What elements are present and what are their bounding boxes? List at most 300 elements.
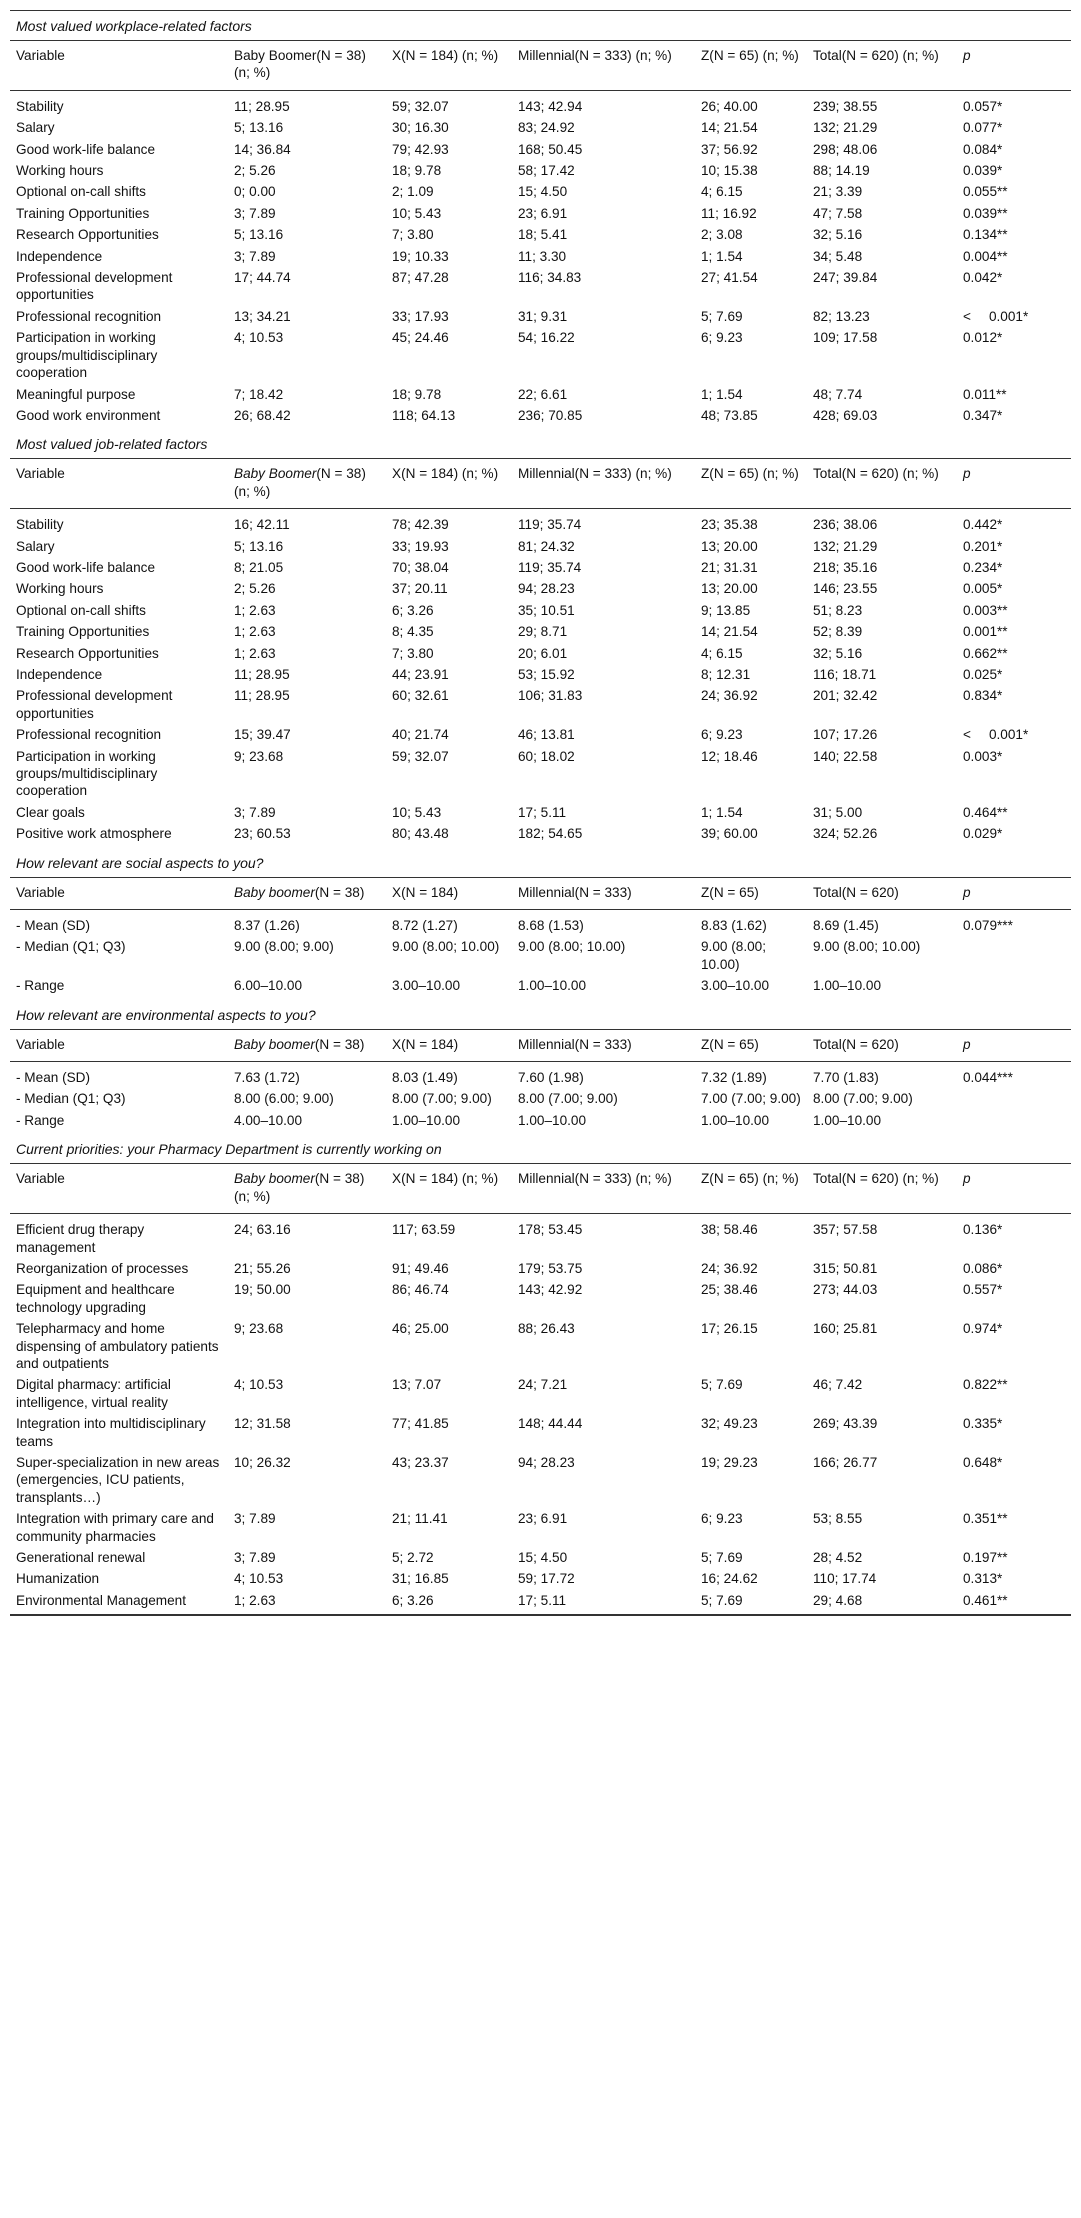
table-row (10, 557, 1071, 578)
cell-variable: Professional development opportunities (16, 270, 173, 303)
cell-baby-boomer: 1; 2.63 (234, 1592, 276, 1608)
cell-millennial: 31; 9.31 (518, 308, 568, 324)
cell-variable: Meaningful purpose (16, 386, 136, 402)
cell-total: 46; 7.42 (813, 1377, 863, 1393)
cell-gen-x: 19; 10.33 (392, 248, 449, 264)
table-row (10, 724, 1071, 745)
header-variable: Variable (16, 466, 65, 482)
cell-variable: Digital pharmacy: artificial intelligence, virtual reality (16, 1377, 171, 1410)
header-baby-boomer: Baby Boomer(N = 38) (n; %) (234, 466, 366, 499)
cell-total: 82; 13.23 (813, 308, 870, 324)
cell-gen-x: 3.00–10.00 (392, 978, 461, 994)
cell-baby-boomer: 1; 2.63 (234, 624, 276, 640)
table-row (10, 1568, 1071, 1589)
cell-p-value: 0.974* (963, 1321, 1003, 1337)
cell-gen-x: 10; 5.43 (392, 205, 442, 221)
cell-millennial: 7.60 (1.98) (518, 1070, 584, 1086)
header-total: Total(N = 620) (813, 1036, 899, 1052)
header-gen-x: X(N = 184) (392, 884, 459, 900)
cell-p-value: 0.086* (963, 1260, 1003, 1276)
cell-total: 239; 38.55 (813, 98, 878, 114)
cell-variable: Super-specialization in new areas (emergencies, ICU patients, transplants…) (16, 1454, 220, 1505)
header-gen-z: Z(N = 65) (n; %) (701, 1171, 799, 1187)
cell-variable: - Median (Q1; Q3) (16, 939, 126, 955)
cell-baby-boomer: 5; 13.16 (234, 538, 284, 554)
cell-gen-x: 77; 41.85 (392, 1416, 449, 1432)
cell-millennial: 179; 53.75 (518, 1260, 583, 1276)
cell-millennial: 119; 35.74 (518, 517, 582, 533)
cell-variable: Independence (16, 666, 103, 682)
cell-p-value: 0.335* (963, 1416, 1003, 1432)
cell-baby-boomer: 15; 39.47 (234, 727, 291, 743)
table-row (10, 91, 1071, 117)
cell-p-value (957, 1088, 1071, 1109)
cell-total: 428; 69.03 (813, 407, 878, 423)
cell-p-value (957, 936, 1071, 975)
cell-total: 1.00–10.00 (813, 1112, 882, 1128)
cell-total: 116; 18.71 (813, 666, 877, 682)
cell-baby-boomer: 6.00–10.00 (234, 978, 303, 994)
cell-gen-x: 87; 47.28 (392, 270, 449, 286)
cell-variable: Salary (16, 120, 55, 136)
cell-millennial: 17; 5.11 (518, 804, 567, 820)
header-p-value: p (963, 1171, 971, 1187)
header-millennial: Millennial(N = 333) (518, 1036, 632, 1052)
cell-baby-boomer: 3; 7.89 (234, 1511, 276, 1527)
cell-gen-x: 40; 21.74 (392, 727, 449, 743)
cell-p-value: 0.834* (963, 688, 1003, 704)
cell-baby-boomer: 24; 63.16 (234, 1222, 291, 1238)
cell-total: 28; 4.52 (813, 1550, 863, 1565)
header-row (10, 1164, 1071, 1214)
cell-variable: Equipment and healthcare technology upgrading (16, 1282, 175, 1315)
cell-millennial: 22; 6.61 (518, 386, 568, 402)
table-row (10, 139, 1071, 160)
cell-gen-x: 70; 38.04 (392, 559, 449, 575)
header-gen-x: X(N = 184) (n; %) (392, 1171, 499, 1187)
cell-gen-z: 39; 60.00 (701, 826, 758, 842)
cell-gen-z: 14; 21.54 (701, 624, 758, 640)
cell-gen-z: 9; 13.85 (701, 602, 751, 618)
cell-gen-x: 18; 9.78 (392, 386, 442, 402)
cell-total: 31; 5.00 (813, 804, 863, 820)
header-total: Total(N = 620) (n; %) (813, 1171, 939, 1187)
header-millennial: Millennial(N = 333) (n; %) (518, 1171, 672, 1187)
cell-millennial: 23; 6.91 (518, 1511, 568, 1527)
cell-gen-z: 11; 16.92 (701, 205, 757, 221)
cell-gen-z: 7.00 (7.00; 9.00) (701, 1091, 801, 1107)
table-row (10, 246, 1071, 267)
cell-total: 29; 4.68 (813, 1592, 863, 1608)
results-table (10, 10, 1071, 1616)
cell-baby-boomer: 3; 7.89 (234, 248, 276, 264)
cell-gen-z: 8.83 (1.62) (701, 918, 767, 934)
cell-variable: - Median (Q1; Q3) (16, 1091, 126, 1107)
cell-total: 166; 26.77 (813, 1454, 878, 1470)
cell-millennial: 178; 53.45 (518, 1222, 583, 1238)
cell-variable: - Range (16, 1112, 65, 1128)
cell-variable: Good work-life balance (16, 141, 156, 157)
cell-gen-x: 18; 9.78 (392, 163, 442, 179)
cell-p-value: 0.011** (963, 386, 1007, 402)
cell-variable: Salary (16, 538, 55, 554)
table-row (10, 600, 1071, 621)
cell-baby-boomer: 3; 7.89 (234, 804, 276, 820)
cell-gen-z: 1; 1.54 (701, 804, 743, 820)
cell-baby-boomer: 21; 55.26 (234, 1260, 291, 1276)
cell-gen-x: 1.00–10.00 (392, 1112, 461, 1128)
cell-baby-boomer: 1; 2.63 (234, 645, 276, 661)
table-row (10, 910, 1071, 936)
cell-total: 218; 35.16 (813, 559, 878, 575)
cell-p-value: 0.055** (963, 184, 1008, 200)
cell-gen-x: 33; 17.93 (392, 308, 449, 324)
header-baby-boomer: Baby boomer(N = 38) (234, 884, 365, 900)
section-title: Most valued job-related factors (10, 429, 1071, 459)
cell-gen-z: 38; 58.46 (701, 1222, 758, 1238)
header-total: Total(N = 620) (n; %) (813, 48, 939, 63)
section-title: Most valued workplace-related factors (10, 11, 1071, 41)
cell-total: 201; 32.42 (813, 688, 878, 704)
cell-millennial: 94; 28.23 (518, 581, 575, 597)
table-row (10, 975, 1071, 999)
cell-baby-boomer: 12; 31.58 (234, 1416, 291, 1432)
header-gen-x: X(N = 184) (392, 1036, 459, 1052)
table-row (10, 643, 1071, 664)
cell-gen-x: 9.00 (8.00; 10.00) (392, 939, 500, 955)
cell-total: 48; 7.74 (813, 386, 863, 402)
cell-variable: Professional recognition (16, 727, 162, 743)
cell-gen-x: 30; 16.30 (392, 120, 449, 136)
table-row (10, 936, 1071, 975)
cell-gen-z: 48; 73.85 (701, 407, 758, 423)
table-row (10, 802, 1071, 823)
cell-baby-boomer: 23; 60.53 (234, 826, 291, 842)
header-p-value: p (963, 1036, 971, 1052)
cell-gen-x: 43; 23.37 (392, 1454, 449, 1470)
cell-total: 107; 17.26 (813, 727, 878, 743)
cell-variable: Training Opportunities (16, 624, 150, 640)
cell-gen-x: 118; 64.13 (392, 407, 456, 423)
cell-total: 88; 14.19 (813, 163, 870, 179)
cell-baby-boomer: 11; 28.95 (234, 666, 290, 682)
cell-millennial: 1.00–10.00 (518, 1112, 587, 1128)
cell-variable: - Mean (SD) (16, 1070, 91, 1086)
cell-gen-x: 80; 43.48 (392, 826, 449, 842)
cell-variable: Training Opportunities (16, 205, 150, 221)
cell-baby-boomer: 4.00–10.00 (234, 1112, 303, 1128)
cell-p-value: 0.201* (963, 538, 1003, 554)
cell-millennial: 17; 5.11 (518, 1592, 567, 1608)
cell-total: 32; 5.16 (813, 227, 863, 243)
cell-variable: Participation in working groups/multidisciplinary cooperation (16, 748, 158, 799)
cell-gen-z: 24; 36.92 (701, 688, 758, 704)
cell-total: 110; 17.74 (813, 1571, 877, 1587)
cell-variable: Good work-life balance (16, 559, 156, 575)
cell-p-value: < 0.001* (957, 724, 1071, 745)
cell-baby-boomer: 3; 7.89 (234, 205, 276, 221)
cell-gen-x: 59; 32.07 (392, 98, 449, 114)
cell-gen-z: 26; 40.00 (701, 98, 758, 114)
cell-gen-z: 9.00 (8.00; 10.00) (701, 939, 766, 972)
cell-millennial: 53; 15.92 (518, 666, 575, 682)
cell-millennial: 143; 42.92 (518, 1282, 583, 1298)
cell-millennial: 83; 24.92 (518, 120, 575, 136)
cell-p-value: 0.234* (963, 559, 1003, 575)
table-row (10, 536, 1071, 557)
cell-gen-x: 21; 11.41 (392, 1511, 448, 1527)
cell-p-value: 0.351** (963, 1511, 1008, 1527)
cell-gen-z: 6; 9.23 (701, 330, 743, 346)
cell-p-value: 0.347* (963, 407, 1003, 423)
cell-variable: Humanization (16, 1571, 100, 1587)
cell-total: 269; 43.39 (813, 1416, 878, 1432)
cell-total: 298; 48.06 (813, 141, 878, 157)
header-p-value: p (963, 466, 971, 482)
header-p-value: p (963, 884, 971, 900)
cell-baby-boomer: 1; 2.63 (234, 602, 276, 618)
cell-baby-boomer: 14; 36.84 (234, 141, 291, 157)
cell-gen-z: 24; 36.92 (701, 1260, 758, 1276)
cell-baby-boomer: 17; 44.74 (234, 270, 291, 286)
cell-variable: Participation in working groups/multidisciplinary cooperation (16, 330, 158, 381)
header-variable: Variable (16, 1171, 65, 1187)
cell-gen-z: 14; 21.54 (701, 120, 758, 136)
cell-p-value: 0.313* (963, 1571, 1003, 1587)
cell-total: 146; 23.55 (813, 581, 878, 597)
cell-total: 357; 57.58 (813, 1222, 878, 1238)
cell-variable: Professional recognition (16, 308, 162, 324)
cell-gen-z: 25; 38.46 (701, 1282, 758, 1298)
table-row (10, 327, 1071, 383)
header-gen-x: X(N = 184) (n; %) (392, 466, 499, 482)
table-row (10, 117, 1071, 138)
cell-variable: Research Opportunities (16, 227, 159, 243)
table-row (10, 1508, 1071, 1547)
table-row (10, 746, 1071, 802)
cell-millennial: 8.68 (1.53) (518, 918, 584, 934)
cell-variable: Working hours (16, 581, 104, 597)
cell-p-value: 0.464** (963, 804, 1008, 820)
cell-baby-boomer: 11; 28.95 (234, 98, 290, 114)
cell-millennial: 18; 5.41 (518, 227, 568, 243)
table-row (10, 224, 1071, 245)
cell-baby-boomer: 10; 26.32 (234, 1454, 291, 1470)
cell-gen-x: 44; 23.91 (392, 666, 449, 682)
cell-millennial: 168; 50.45 (518, 141, 583, 157)
header-row (10, 1030, 1071, 1062)
table-row (10, 384, 1071, 405)
cell-total: 273; 44.03 (813, 1282, 878, 1298)
cell-total: 324; 52.26 (813, 826, 878, 842)
cell-baby-boomer: 19; 50.00 (234, 1282, 291, 1298)
cell-total: 9.00 (8.00; 10.00) (813, 939, 921, 955)
cell-total: 132; 21.29 (813, 538, 878, 554)
cell-millennial: 88; 26.43 (518, 1321, 575, 1337)
cell-total: 236; 38.06 (813, 517, 878, 533)
table-row (10, 1590, 1071, 1615)
cell-gen-z: 27; 41.54 (701, 270, 758, 286)
cell-millennial: 148; 44.44 (518, 1416, 583, 1432)
table-row (10, 1258, 1071, 1279)
table-row (10, 1279, 1071, 1318)
cell-p-value: 0.004** (963, 248, 1008, 264)
cell-variable: Integration into multidisciplinary teams (16, 1416, 206, 1449)
table-row (10, 181, 1071, 202)
cell-p-value: 0.648* (963, 1454, 1003, 1470)
cell-total: 8.69 (1.45) (813, 918, 879, 934)
cell-millennial: 9.00 (8.00; 10.00) (518, 939, 626, 955)
cell-total: 51; 8.23 (813, 602, 863, 618)
cell-gen-z: 21; 31.31 (701, 559, 758, 575)
cell-millennial: 58; 17.42 (518, 163, 575, 179)
cell-variable: - Mean (SD) (16, 918, 91, 934)
cell-millennial: 54; 16.22 (518, 330, 575, 346)
table-row (10, 1452, 1071, 1508)
table-row (10, 1413, 1071, 1452)
table-row (10, 1062, 1071, 1088)
cell-p-value: 0.029* (963, 826, 1003, 842)
cell-gen-x: 6; 3.26 (392, 1592, 434, 1608)
cell-gen-x: 8.00 (7.00; 9.00) (392, 1091, 492, 1107)
cell-gen-x: 117; 63.59 (392, 1222, 456, 1238)
cell-gen-z: 13; 20.00 (701, 538, 758, 554)
cell-total: 132; 21.29 (813, 120, 878, 136)
cell-variable: Efficient drug therapy management (16, 1222, 145, 1255)
cell-millennial: 20; 6.01 (518, 645, 568, 661)
cell-p-value (957, 1110, 1071, 1134)
cell-p-value: 0.003** (963, 602, 1008, 618)
header-total: Total(N = 620) (813, 884, 899, 900)
header-p-value: p (963, 48, 971, 63)
cell-p-value: 0.042* (963, 270, 1003, 286)
cell-millennial: 182; 54.65 (518, 826, 583, 842)
cell-p-value: 0.001** (963, 624, 1008, 640)
cell-p-value: 0.136* (963, 1222, 1003, 1238)
cell-total: 47; 7.58 (813, 205, 863, 221)
cell-baby-boomer: 13; 34.21 (234, 308, 291, 324)
cell-millennial: 59; 17.72 (518, 1571, 575, 1587)
cell-millennial: 29; 8.71 (518, 624, 568, 640)
cell-p-value: < 0.001* (957, 306, 1071, 327)
table-row (10, 1088, 1071, 1109)
cell-variable: Generational renewal (16, 1550, 146, 1565)
cell-millennial: 116; 34.83 (518, 270, 582, 286)
cell-gen-z: 6; 9.23 (701, 1511, 743, 1527)
cell-gen-z: 6; 9.23 (701, 727, 743, 743)
cell-baby-boomer: 8.00 (6.00; 9.00) (234, 1091, 334, 1107)
cell-total: 160; 25.81 (813, 1321, 878, 1337)
cell-gen-z: 10; 15.38 (701, 163, 758, 179)
cell-variable: Stability (16, 517, 64, 533)
header-gen-x: X(N = 184) (n; %) (392, 48, 499, 63)
header-variable: Variable (16, 48, 65, 63)
cell-variable: Telepharmacy and home dispensing of ambulatory patients and outpatients (16, 1321, 219, 1371)
cell-total: 21; 3.39 (813, 184, 863, 200)
cell-variable: Professional development opportunities (16, 688, 173, 721)
table-row (10, 509, 1071, 535)
section-title: Current priorities: your Pharmacy Department is currently working on (10, 1134, 1071, 1164)
cell-baby-boomer: 3; 7.89 (234, 1550, 276, 1565)
cell-millennial: 94; 28.23 (518, 1454, 575, 1470)
cell-p-value: 0.039* (963, 163, 1003, 179)
cell-gen-z: 5; 7.69 (701, 1592, 743, 1608)
table-row (10, 1374, 1071, 1413)
cell-gen-x: 86; 46.74 (392, 1282, 449, 1298)
cell-gen-z: 8; 12.31 (701, 666, 751, 682)
table-row (10, 1214, 1071, 1258)
cell-variable: Optional on-call shifts (16, 184, 146, 200)
cell-gen-z: 7.32 (1.89) (701, 1070, 767, 1086)
cell-baby-boomer: 9; 23.68 (234, 748, 284, 764)
table-row (10, 1547, 1071, 1568)
cell-gen-x: 5; 2.72 (392, 1550, 434, 1565)
cell-baby-boomer: 4; 10.53 (234, 1377, 284, 1393)
header-variable: Variable (16, 1036, 65, 1052)
cell-total: 247; 39.84 (813, 270, 878, 286)
cell-gen-z: 23; 35.38 (701, 517, 758, 533)
header-millennial: Millennial(N = 333) (518, 884, 632, 900)
cell-gen-x: 10; 5.43 (392, 804, 442, 820)
cell-millennial: 15; 4.50 (518, 184, 568, 200)
cell-gen-x: 46; 25.00 (392, 1321, 449, 1337)
header-gen-z: Z(N = 65) (701, 1036, 759, 1052)
cell-variable: Clear goals (16, 804, 85, 820)
cell-p-value: 0.005* (963, 581, 1003, 597)
cell-gen-z: 4; 6.15 (701, 645, 743, 661)
cell-millennial: 24; 7.21 (518, 1377, 568, 1393)
table-row (10, 1318, 1071, 1374)
cell-gen-x: 78; 42.39 (392, 517, 449, 533)
cell-gen-x: 79; 42.93 (392, 141, 449, 157)
cell-baby-boomer: 4; 10.53 (234, 330, 284, 346)
table-row (10, 405, 1071, 429)
table-row (10, 1110, 1071, 1134)
cell-variable: Environmental Management (16, 1592, 187, 1608)
header-baby-boomer: Baby boomer(N = 38) (234, 1036, 365, 1052)
cell-p-value: 0.461** (963, 1592, 1008, 1608)
header-row (10, 459, 1071, 509)
header-row (10, 41, 1071, 91)
cell-baby-boomer: 8.37 (1.26) (234, 918, 300, 934)
cell-gen-z: 37; 56.92 (701, 141, 758, 157)
cell-gen-x: 33; 19.93 (392, 538, 449, 554)
cell-variable: Working hours (16, 163, 104, 179)
cell-gen-z: 12; 18.46 (701, 748, 758, 764)
cell-gen-z: 1; 1.54 (701, 248, 743, 264)
cell-p-value: 0.557* (963, 1282, 1003, 1298)
cell-millennial: 8.00 (7.00; 9.00) (518, 1091, 618, 1107)
cell-variable: Integration with primary care and community pharmacies (16, 1511, 214, 1544)
cell-gen-z: 17; 26.15 (701, 1321, 758, 1337)
cell-p-value: 0.044*** (963, 1070, 1013, 1086)
cell-p-value: 0.442* (963, 517, 1003, 533)
cell-p-value: 0.079*** (963, 918, 1013, 934)
cell-gen-x: 7; 3.80 (392, 645, 434, 661)
table-row (10, 160, 1071, 181)
header-row (10, 878, 1071, 910)
cell-baby-boomer: 2; 5.26 (234, 581, 276, 597)
header-millennial: Millennial(N = 333) (n; %) (518, 466, 672, 482)
cell-baby-boomer: 4; 10.53 (234, 1571, 284, 1587)
cell-total: 1.00–10.00 (813, 978, 882, 994)
cell-baby-boomer: 7; 18.42 (234, 386, 284, 402)
cell-total: 52; 8.39 (813, 624, 863, 640)
cell-gen-z: 19; 29.23 (701, 1454, 758, 1470)
cell-baby-boomer: 8; 21.05 (234, 559, 284, 575)
cell-variable: Stability (16, 98, 64, 114)
cell-baby-boomer: 26; 68.42 (234, 407, 291, 423)
